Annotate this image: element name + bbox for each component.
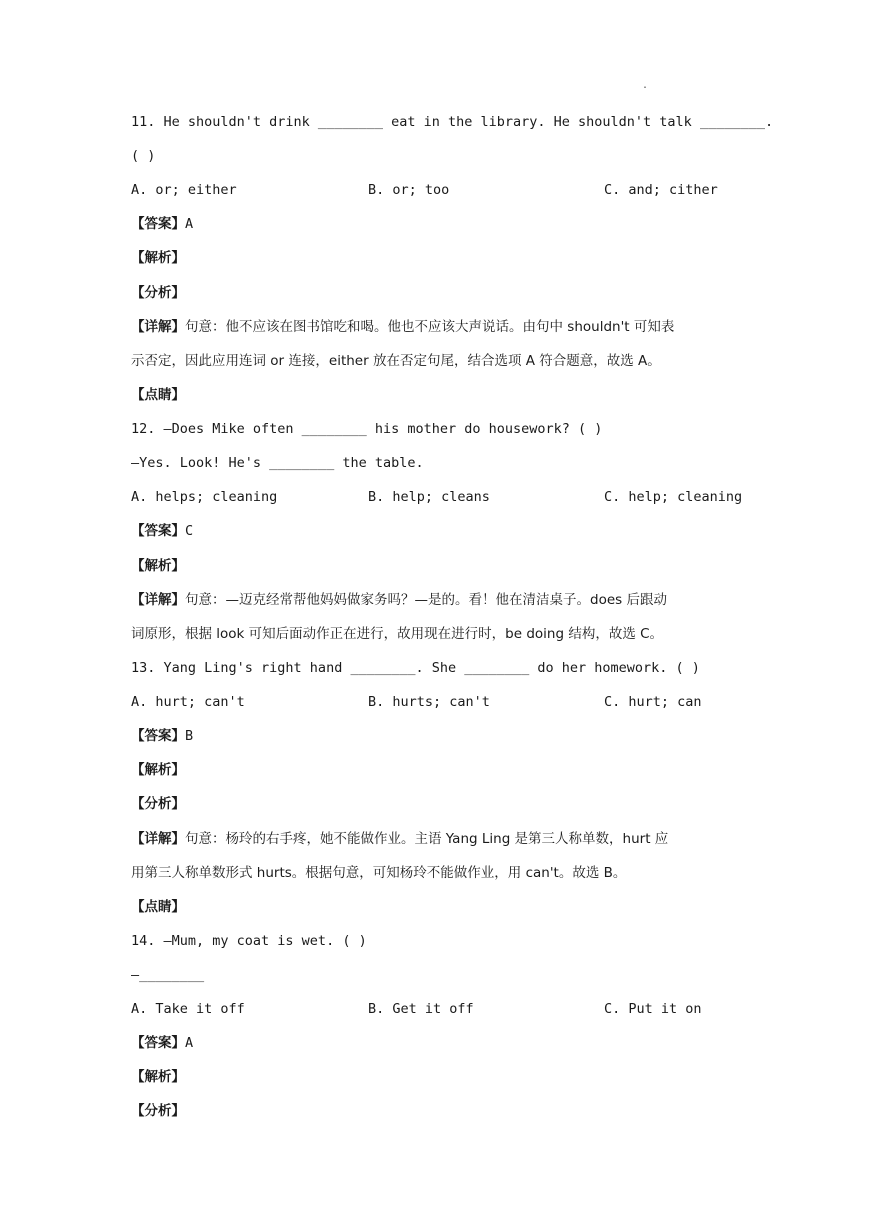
q14-answer bbox=[131, 1033, 746, 1053]
q12-option-c: C. help; cleaning bbox=[604, 489, 743, 505]
answer-value: A bbox=[185, 1035, 194, 1051]
q12-detail-line-1 bbox=[131, 590, 746, 610]
detail-text: 句意：杨玲的右手疼，她不能做作业。主语 Yang Ling 是第三人称单数，hurt 应 bbox=[185, 831, 669, 847]
detail-text: 句意：他不应该在图书馆吃和喝。他也不应该大声说话。由句中 shouldn't 可知表 bbox=[185, 319, 675, 335]
detail-tag: 【详解】 bbox=[131, 592, 185, 608]
q11-detail-line-1 bbox=[131, 317, 746, 337]
q11-detail-line-2: 示否定，因此应用连词 or 连接，either 放在否定句尾，结合选项 A 符合题意，故选 A。 bbox=[131, 353, 661, 369]
q11-dianjing: 【点睛】 bbox=[131, 387, 185, 403]
q13-jiexi: 【解析】 bbox=[131, 762, 185, 778]
q11-answer bbox=[131, 214, 746, 234]
answer-value: B bbox=[185, 728, 194, 744]
q14-option-a: A. Take it off bbox=[131, 1001, 245, 1017]
q13-option-a: A. hurt; can't bbox=[131, 694, 245, 710]
q14-option-b: B. Get it off bbox=[368, 1001, 474, 1017]
q11-stem: 11. He shouldn't drink ________ eat in the library. He shouldn't talk ________. bbox=[131, 114, 774, 130]
detail-text: 句意：—迈克经常帮他妈妈做家务吗？—是的。看！他在清洁桌子。does 后跟动 bbox=[185, 592, 667, 608]
q13-detail-line-1 bbox=[131, 829, 746, 849]
answer-tag: 【答案】 bbox=[131, 728, 185, 744]
answer-value: C bbox=[185, 523, 194, 539]
q13-answer bbox=[131, 726, 746, 746]
q12-option-a: A. helps; cleaning bbox=[131, 489, 278, 505]
q12-detail-line-2: 词原形，根据 look 可知后面动作正在进行，故用现在进行时，be doing 结构，故选 C。 bbox=[131, 626, 664, 642]
q14-stem: 14. —Mum, my coat is wet. ( ) bbox=[131, 933, 367, 949]
q14-stem-2: —________ bbox=[131, 967, 205, 983]
q12-stem-2: —Yes. Look! He's ________ the table. bbox=[131, 455, 424, 471]
q13-detail-line-2: 用第三人称单数形式 hurts。根据句意，可知杨玲不能做作业，用 can't。故选 B。 bbox=[131, 865, 627, 881]
q13-fenxi: 【分析】 bbox=[131, 796, 185, 812]
q14-fenxi: 【分析】 bbox=[131, 1103, 185, 1119]
q12-stem: 12. —Does Mike often ________ his mother do housework? ( ) bbox=[131, 421, 603, 437]
answer-tag: 【答案】 bbox=[131, 216, 185, 232]
q12-option-b: B. help; cleans bbox=[368, 489, 490, 505]
answer-value: A bbox=[185, 216, 194, 232]
header-mark: . bbox=[642, 80, 649, 91]
q13-dianjing: 【点睛】 bbox=[131, 899, 185, 915]
detail-tag: 【详解】 bbox=[131, 319, 185, 335]
q11-option-a: A. or; either bbox=[131, 182, 237, 198]
q12-answer bbox=[131, 521, 746, 541]
detail-tag: 【详解】 bbox=[131, 831, 185, 847]
q11-paren: ( ) bbox=[131, 148, 156, 164]
q11-option-c: C. and; cither bbox=[604, 182, 718, 198]
q14-jiexi: 【解析】 bbox=[131, 1069, 185, 1085]
q12-jiexi: 【解析】 bbox=[131, 558, 185, 574]
q11-fenxi: 【分析】 bbox=[131, 285, 185, 301]
answer-tag: 【答案】 bbox=[131, 523, 185, 539]
q14-option-c: C. Put it on bbox=[604, 1001, 702, 1017]
q11-jiexi: 【解析】 bbox=[131, 250, 185, 266]
q13-stem: 13. Yang Ling's right hand ________. She ________ do her homework. ( ) bbox=[131, 660, 700, 676]
q13-option-b: B. hurts; can't bbox=[368, 694, 490, 710]
answer-tag: 【答案】 bbox=[131, 1035, 185, 1051]
q11-option-b: B. or; too bbox=[368, 182, 450, 198]
q13-option-c: C. hurt; can bbox=[604, 694, 702, 710]
